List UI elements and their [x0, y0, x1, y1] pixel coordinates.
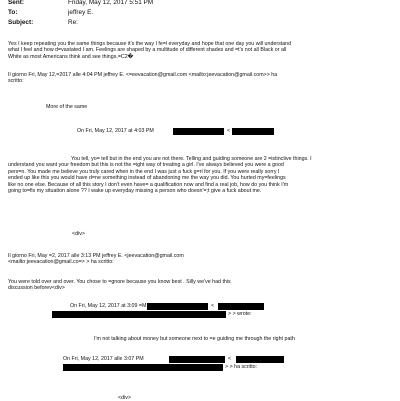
quote-header-2: [8, 253, 184, 266]
main-para-line: pers=n. You made me believe you truly cared when in the end I was just a fuck g=rl for you. If you were really sorry I: [8, 168, 280, 175]
sent-label: Sent:: [8, 0, 24, 6]
on-header-3-tail: <: [228, 356, 232, 362]
quote-header-line: Il giorno Fri, May 12,=2017 alle 4:04 PM jeffrey E. <=eevacation@gmail.com <mailto:jeevacation@gmail.com>> ha: [8, 72, 278, 78]
main-para-line: going to=fix my situation alone ?? I wake up everyday missing a person who doesn'=;t give a fuck about me.: [8, 188, 262, 195]
redaction-bar: [218, 303, 264, 310]
told-over-line: discussion beforev<div>: [8, 285, 65, 292]
main-para-line: You tell, yo= tell but in the end you are not there. Telling and guiding someone are 2 =istinctive things. I: [71, 156, 312, 162]
main-para-line: understand you want your freedom but this is not the =ight way of treating a girl. I've always believed you were a good: [8, 162, 284, 169]
sent-value: Friday, May 12, 2017 5:51 PM: [68, 0, 154, 6]
to-value: jeffrey E.: [68, 9, 94, 16]
to-label: To:: [8, 9, 18, 16]
intro-paragraph: [8, 41, 291, 60]
main-para-line: like no one else. Because of all this story I don't even have= a qualification now and find a real job, how do you think I'm: [8, 181, 289, 188]
quote-header-1: [8, 72, 277, 85]
on-header-3-end: > > ha scritto:: [225, 364, 258, 370]
more-of-same-text: More of the same: [46, 104, 88, 110]
on-header-2: On Fri, May 12, 2017 at 3:09 =M: [70, 303, 147, 309]
subject-label: Subject:: [8, 19, 34, 26]
told-over-line: You were told over and over. You chose to =gnore because you know best . Silly we've had this: [8, 279, 231, 285]
not-money-text: I'm not talking about money but someone next to =e guiding me through the right path: [94, 336, 295, 342]
on-header-2-end: > > wrote:: [228, 311, 252, 317]
redaction-bar: [147, 303, 208, 310]
div-tag-text: <div>: [72, 231, 85, 237]
on-header-1-tail: <: [227, 128, 231, 134]
redaction-bar: [63, 364, 223, 371]
quote-header-line: Il giorno Fri, May =2, 2017 alle 3:13 PM jeffrey E. <jeevacation@gmail.com: [8, 253, 184, 259]
redaction-bar: [173, 128, 224, 135]
redaction-bar: [52, 311, 226, 318]
quote-header-line: scritto:: [8, 78, 24, 85]
quote-header-line: <mailto:jeevacation@gmail.co=> > ha scritto:: [8, 259, 114, 266]
redaction-bar: [236, 356, 284, 363]
redaction-bar: [232, 128, 274, 135]
on-header-3: On Fri, May 12, 2017 alle 3:07 PM: [63, 356, 144, 362]
intro-line: what I feel and how d=vastated I am. Feelings are shaped by a multitude of different shades and =t's not all Black or all: [8, 47, 287, 54]
redaction-bar: [169, 356, 225, 363]
main-paragraph: [8, 156, 312, 194]
told-over-paragraph: [8, 279, 231, 292]
subject-value: Re:: [68, 19, 78, 26]
on-header-1: On Fri, May 12, 2017 at 4:03 PM: [77, 128, 154, 134]
intro-line: White as most Americans think and see things.=C2�: [8, 53, 134, 60]
main-para-line: ended up like this you would have d=ne something instead of abandoning me the way you did. You hurted my=feelings: [8, 175, 286, 182]
intro-line: Yes I keep repeating you the same things because it's the way I fe=l everyday and hope that one day you will understand: [8, 41, 292, 47]
on-header-2-tail: <: [211, 303, 215, 309]
div-tag-text: <div>: [118, 395, 131, 401]
